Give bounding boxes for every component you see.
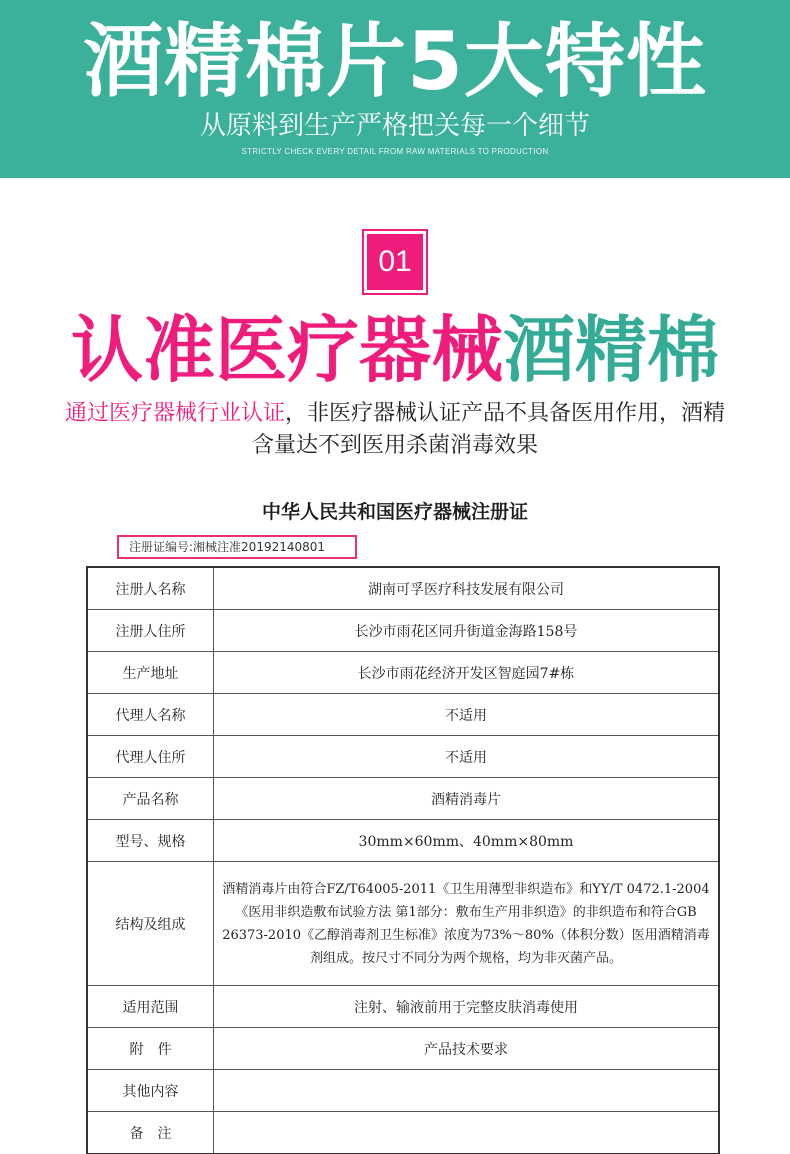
header-banner xyxy=(0,0,790,178)
row-label: 代理人名称 xyxy=(88,694,214,735)
table-row xyxy=(88,1027,718,1069)
row-value: 长沙市雨花经济开发区智庭园7#栋 xyxy=(357,665,575,682)
row-value: 产品技术要求 xyxy=(424,1041,508,1058)
description-text: ，非医疗器械认证产品不具备医用作用，酒精含量达不到医用杀菌消毒效果 xyxy=(251,401,726,458)
row-value: 注射、输液前用于完整皮肤消毒使用 xyxy=(354,999,578,1016)
table-row xyxy=(88,777,718,819)
section-number-badge: 01 xyxy=(364,231,426,293)
row-label: 适用范围 xyxy=(88,986,214,1027)
row-value: 酒精消毒片 xyxy=(431,791,501,808)
section-heading xyxy=(0,306,790,394)
row-value: 湖南可孚医疗科技发展有限公司 xyxy=(368,581,564,598)
row-value: 酒精消毒片由符合FZ/T64005-2011《卫生用薄型非织造布》和YY/T 0472.1-2004《医用非织造敷布试验方法 第1部分：敷布生产用非织造》的非织造布和符合GB 26373-2010《乙醇消毒剂卫生标准》浓度为73%～80%（体积分数）医用酒精消毒剂组成。按尺寸不同分为两个规格，均为非灭菌产品。 xyxy=(222,881,710,966)
row-label: 注册人名称 xyxy=(88,568,214,609)
row-value: 不适用 xyxy=(445,749,487,766)
row-label: 生产地址 xyxy=(88,652,214,693)
table-row xyxy=(88,1111,718,1153)
table-row xyxy=(88,985,718,1027)
heading-pink-text: 认准医疗器械 xyxy=(70,308,503,392)
row-value xyxy=(214,1112,718,1153)
row-value xyxy=(214,1070,718,1111)
banner-subtitle-en: STRICTLY CHECK EVERY DETAIL FROM RAW MATERIALS TO PRODUCTION xyxy=(241,147,549,156)
row-label: 代理人住所 xyxy=(88,736,214,777)
table-row xyxy=(88,1069,718,1111)
row-label: 结构及组成 xyxy=(88,862,214,985)
table-row xyxy=(88,735,718,777)
table-row xyxy=(88,609,718,651)
row-label: 产品名称 xyxy=(88,778,214,819)
table-row xyxy=(88,693,718,735)
table-row xyxy=(88,819,718,861)
banner-title: 酒精棉片5大特性 xyxy=(83,15,707,108)
row-label: 其他内容 xyxy=(88,1070,214,1111)
row-label: 注册人住所 xyxy=(88,610,214,651)
row-value: 30mm×60mm、40mm×80mm xyxy=(358,833,574,850)
heading-teal-text: 酒精棉 xyxy=(503,308,720,392)
row-label: 备 注 xyxy=(88,1112,214,1153)
section-description xyxy=(60,398,730,462)
row-value: 不适用 xyxy=(445,707,487,724)
row-label: 附 件 xyxy=(88,1028,214,1069)
certificate-table xyxy=(86,566,720,1154)
table-row xyxy=(88,568,718,609)
banner-subtitle: 从原料到生产严格把关每一个细节 xyxy=(199,111,590,141)
table-row xyxy=(88,651,718,693)
registration-number-box: 注册证编号:湘械注准20192140801 xyxy=(117,535,357,559)
row-value: 长沙市雨花区同升街道金海路158号 xyxy=(354,623,578,640)
description-highlight: 通过医疗器械行业认证 xyxy=(64,401,285,426)
table-row xyxy=(88,861,718,985)
certificate-title: 中华人民共和国医疗器械注册证 xyxy=(261,501,528,523)
row-label: 型号、规格 xyxy=(88,820,214,861)
